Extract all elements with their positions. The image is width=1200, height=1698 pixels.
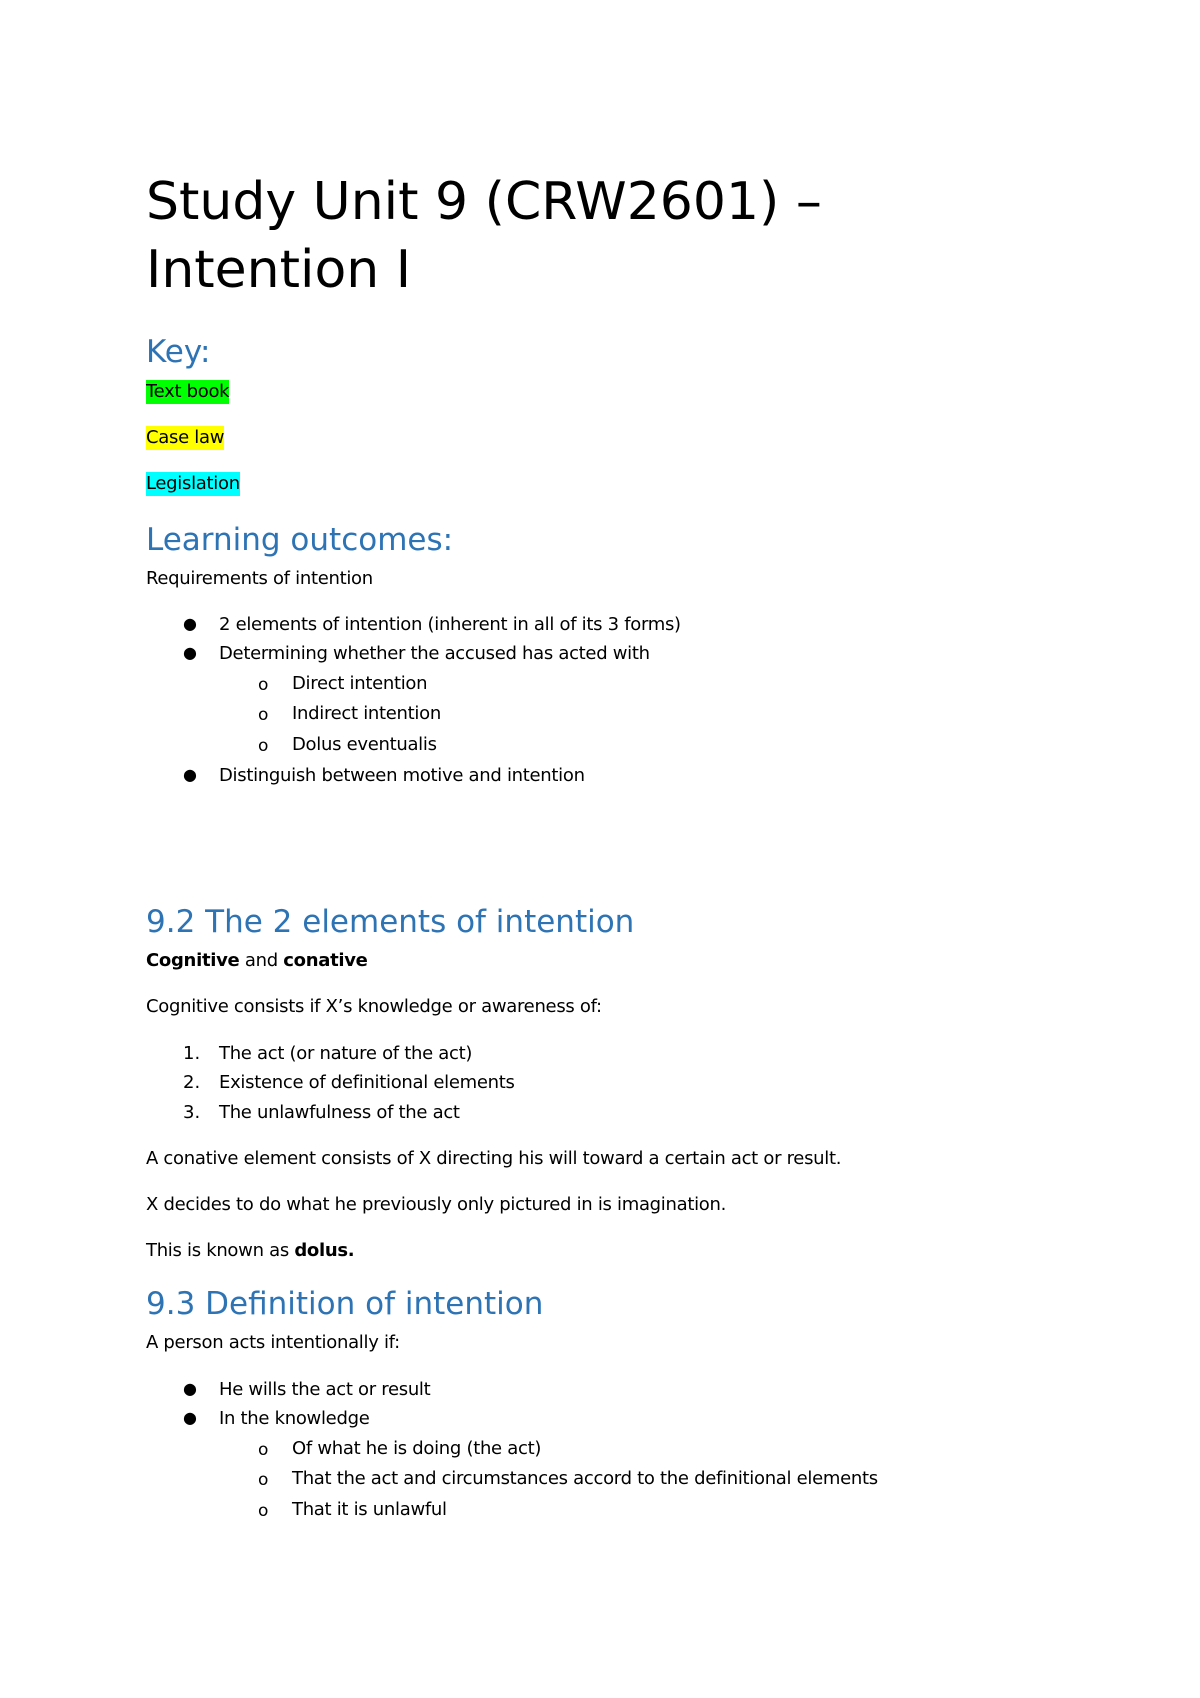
sub-bullet-icon: o bbox=[258, 1470, 269, 1490]
key-legislation bbox=[146, 472, 240, 496]
cognitive-bold: Cognitive bbox=[146, 950, 240, 971]
bullet-icon: ● bbox=[183, 614, 197, 633]
numbered-item-3: The unlawfulness of the act bbox=[219, 1102, 460, 1123]
bullet-icon: ● bbox=[183, 1379, 197, 1398]
learning-outcomes-heading: Learning outcomes: bbox=[146, 522, 454, 558]
numbered-item-1: The act (or nature of the act) bbox=[219, 1043, 473, 1064]
page-title bbox=[146, 168, 822, 304]
definition-bullet-1: He wills the act or result bbox=[219, 1379, 431, 1400]
learning-sub-bullet-2: Indirect intention bbox=[292, 703, 441, 724]
learning-bullet-2: Determining whether the accused has acted with bbox=[219, 643, 650, 664]
dolus-paragraph bbox=[146, 1240, 354, 1261]
sub-bullet-icon: o bbox=[258, 1501, 269, 1521]
bullet-icon: ● bbox=[183, 1408, 197, 1427]
section-9-3-heading: 9.3 Definition of intention bbox=[146, 1286, 544, 1322]
learning-intro: Requirements of intention bbox=[146, 568, 373, 589]
conative-bold: conative bbox=[283, 950, 368, 971]
title-line-1: Study Unit 9 (CRW2601) – bbox=[146, 172, 822, 232]
caselaw-highlight: Case law bbox=[146, 427, 225, 448]
key-textbook bbox=[146, 380, 229, 404]
key-heading: Key: bbox=[146, 334, 211, 370]
definition-sub-bullet-1: Of what he is doing (the act) bbox=[292, 1438, 542, 1459]
definition-intro: A person acts intentionally if: bbox=[146, 1332, 400, 1353]
definition-sub-bullet-3: That it is unlawful bbox=[292, 1499, 447, 1520]
title-line-2: Intention I bbox=[146, 240, 412, 300]
sub-bullet-icon: o bbox=[258, 1440, 269, 1460]
learning-sub-bullet-3: Dolus eventualis bbox=[292, 734, 437, 755]
learning-bullet-1: 2 elements of intention (inherent in all of its 3 forms) bbox=[219, 614, 681, 635]
cognitive-intro: Cognitive consists if X’s knowledge or awareness of: bbox=[146, 996, 602, 1017]
and-text: and bbox=[239, 950, 284, 971]
decides-paragraph: X decides to do what he previously only pictured in is imagination. bbox=[146, 1194, 727, 1215]
legislation-highlight: Legislation bbox=[146, 473, 240, 494]
list-number: 3. bbox=[183, 1102, 201, 1123]
bullet-icon: ● bbox=[183, 765, 197, 784]
list-number: 1. bbox=[183, 1043, 201, 1064]
learning-bullet-3: Distinguish between motive and intention bbox=[219, 765, 585, 786]
sub-bullet-icon: o bbox=[258, 705, 269, 725]
dolus-bold: dolus. bbox=[294, 1240, 355, 1261]
sub-bullet-icon: o bbox=[258, 736, 269, 756]
textbook-highlight: Text book bbox=[146, 381, 230, 402]
section-9-2-heading: 9.2 The 2 elements of intention bbox=[146, 904, 635, 940]
dolus-pre: This is known as bbox=[146, 1240, 295, 1261]
learning-sub-bullet-1: Direct intention bbox=[292, 673, 428, 694]
definition-bullet-2: In the knowledge bbox=[219, 1408, 370, 1429]
conative-paragraph: A conative element consists of X directing his will toward a certain act or result. bbox=[146, 1148, 842, 1169]
key-caselaw bbox=[146, 426, 224, 450]
cognitive-conative-line bbox=[146, 950, 368, 971]
bullet-icon: ● bbox=[183, 643, 197, 662]
definition-sub-bullet-2: That the act and circumstances accord to the definitional elements bbox=[292, 1468, 878, 1489]
list-number: 2. bbox=[183, 1072, 201, 1093]
sub-bullet-icon: o bbox=[258, 675, 269, 695]
numbered-item-2: Existence of definitional elements bbox=[219, 1072, 515, 1093]
